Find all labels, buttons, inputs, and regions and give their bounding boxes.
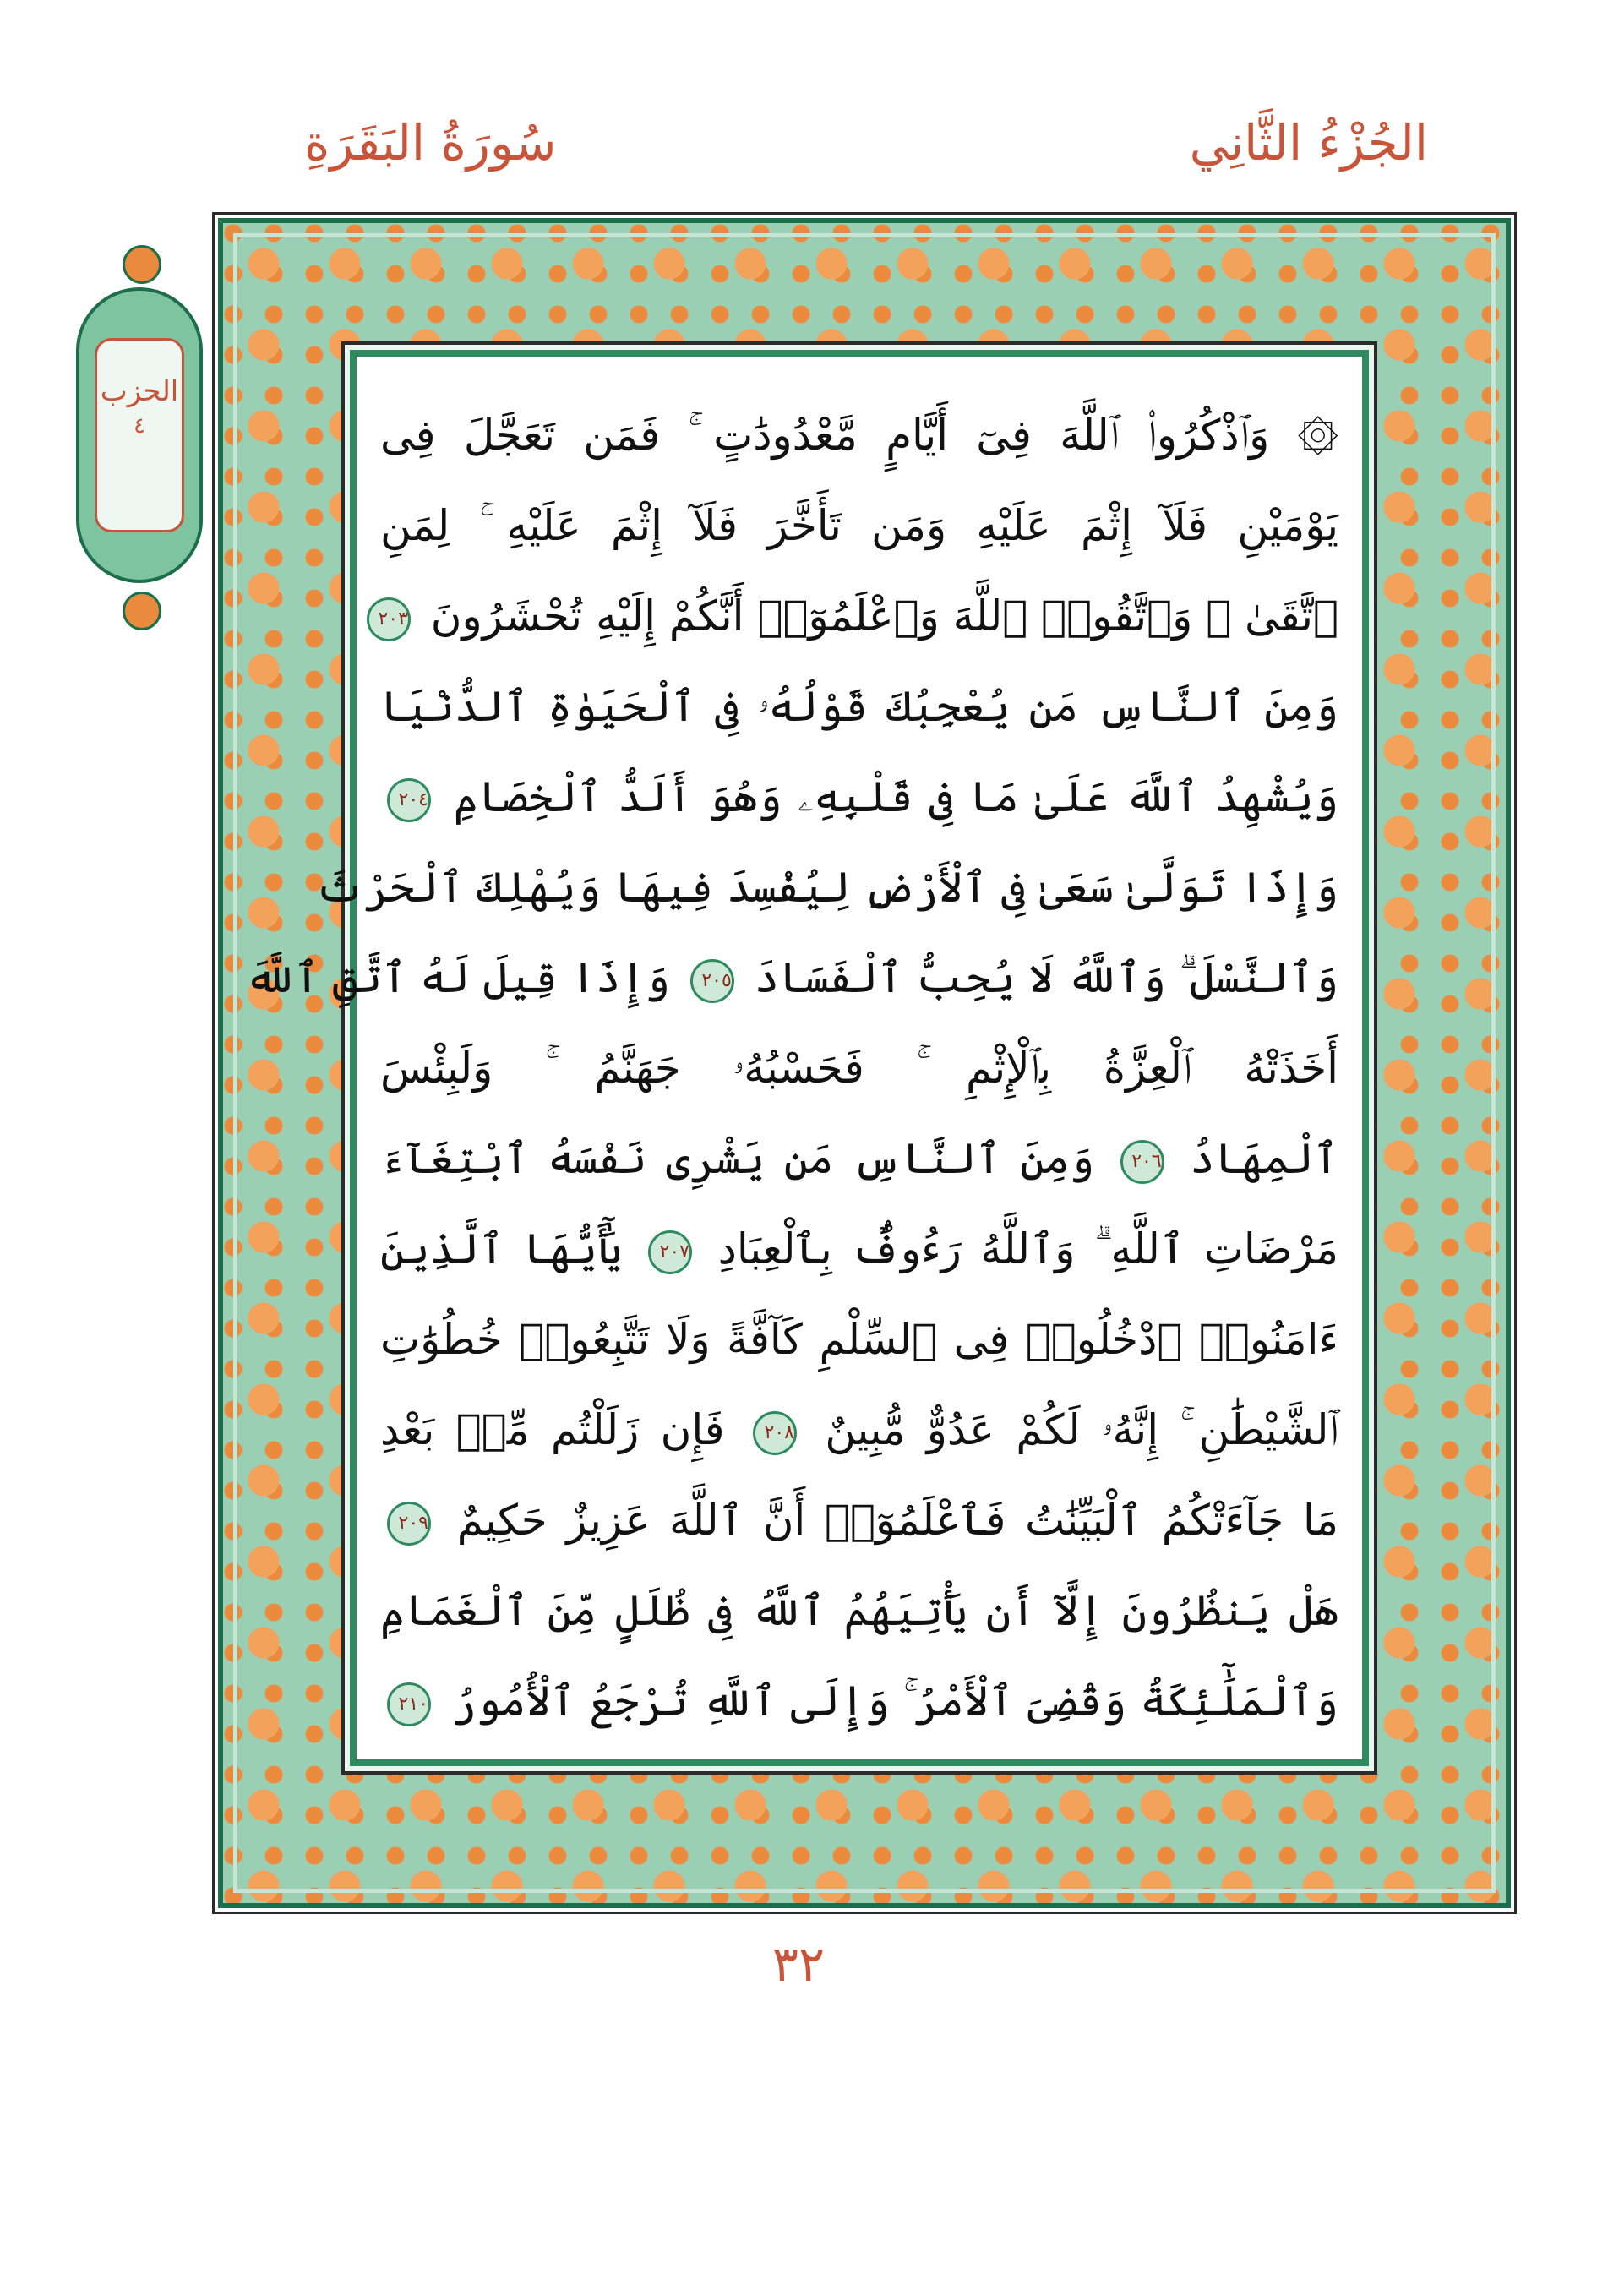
hizb-label: الحزب [100,374,179,408]
text-panel [244,350,1369,1766]
verse-line-15 [380,1656,1338,1747]
juz-title: الجُزْءُ الثَّانِي [1189,114,1428,172]
hizb-number: ٤ [134,413,145,439]
verse-line-12 [380,1385,1338,1475]
verse-line-2 [380,481,1338,571]
verse-text: وَٱلْمَلَٰٓئِكَةُ وَقُضِىَ ٱلْأَمْرُ ۚ وَإِلَى ٱللَّهِ تُرْجَعُ ٱلْأُمُورُ [451,1677,1338,1726]
verse-line-4 [380,662,1338,752]
verse-text-tail: يَٰٓأَيُّهَا ٱلَّذِينَ [380,1224,623,1273]
verse-text: ۞ وَٱذْكُرُوا۟ ٱللَّهَ فِىٓ أَيَّامٍ مَّعْدُودَٰتٍ ۚ فَمَن تَعَجَّلَ فِى [380,411,1338,460]
page-number: ٣٢ [771,1935,826,1993]
ayah-marker: ٢٠٤ [387,778,431,822]
verse-line-3 [380,571,1338,662]
verse-line-13 [380,1475,1338,1566]
verse-line-1 [380,390,1338,481]
verse-line-14 [380,1566,1338,1656]
ayah-marker: ٢١٠ [387,1682,431,1726]
medallion-bottom-ornament-icon [123,592,161,630]
verse-text: ٱلشَّيْطَٰنِ ۚ إِنَّهُۥ لَكُمْ عَدُوٌّ مُّبِينٌ [825,1405,1338,1454]
verse-text-tail: وَمِنَ ٱلنَّاسِ مَن يَشْرِى نَفْسَهُ ٱبْتِغَآءَ [380,1134,1095,1183]
verse-text: وَمِنَ ٱلنَّاسِ مَن يُعْجِبُكَ قَوْلُهُۥ فِى ٱلْحَيَوٰةِ ٱلدُّنْيَا [380,682,1338,731]
verse-text: يَوْمَيْنِ فَلَآ إِثْمَ عَلَيْهِ وَمَن تَأَخَّرَ فَلَآ إِثْمَ عَلَيْهِ ۚ لِمَنِ [380,501,1338,550]
ayah-marker: ٢٠٨ [753,1411,797,1455]
surah-title: سُورَةُ البَقَرَةِ [304,114,557,172]
verse-line-5 [380,752,1338,843]
verse-text: مَا جَآءَتْكُمُ ٱلْبَيِّنَٰتُ فَٱعْلَمُوٓا۟ أَنَّ ٱللَّهَ عَزِيزٌ حَكِيمٌ [456,1496,1338,1545]
ayah-marker: ٢٠٣ [367,597,411,641]
verse-text: ٱلْمِهَادُ [1190,1134,1338,1183]
ayah-marker: ٢٠٥ [690,959,734,1003]
verse-text: هَلْ يَنظُرُونَ إِلَّآ أَن يَأْتِيَهُمُ ٱللَّهُ فِى ظُلَلٍ مِّنَ ٱلْغَمَامِ [380,1586,1338,1635]
medallion-top-ornament-icon [123,245,161,284]
hizb-medallion [76,237,203,634]
verse-text: وَٱلنَّسْلَ ۗ وَٱللَّهُ لَا يُحِبُّ ٱلْفَسَادَ [754,953,1338,1002]
verse-text: أَخَذَتْهُ ٱلْعِزَّةُ بِٱلْإِثْمِ ۚ فَحَسْبُهُۥ جَهَنَّمُ ۚ وَلَبِئْسَ [380,1044,1338,1093]
verse-text-tail: فَإِن زَلَلْتُم مِّنۢ بَعْدِ [380,1405,725,1454]
decorative-frame [218,218,1511,1908]
verse-line-8 [380,1023,1338,1114]
verse-line-11 [380,1295,1338,1385]
verse-text-tail: وَإِذَا قِيلَ لَهُ ٱتَّقِ ٱللَّهَ [244,953,670,1002]
verse-line-9 [380,1114,1338,1204]
medallion-inner [95,338,184,532]
verse-line-6 [314,843,1338,933]
verse-text: ٱتَّقَىٰ ۗ وَٱتَّقُوا۟ ٱللَّهَ وَٱعْلَمُوٓا۟ أَنَّكُمْ إِلَيْهِ تُحْشَرُونَ [430,592,1338,641]
ayah-marker: ٢٠٧ [648,1230,692,1274]
verse-text: وَإِذَا تَوَلَّىٰ سَعَىٰ فِى ٱلْأَرْضِ لِيُفْسِدَ فِيهَا وَيُهْلِكَ ٱلْحَرْثَ [314,863,1338,912]
verse-text: ءَامَنُوا۟ ٱدْخُلُوا۟ فِى ٱلسِّلْمِ كَآفَّةً وَلَا تَتَّبِعُوا۟ خُطُوَٰتِ [380,1315,1338,1364]
verse-text: وَيُشْهِدُ ٱللَّهَ عَلَىٰ مَا فِى قَلْبِهِۦ وَهُوَ أَلَدُّ ٱلْخِصَامِ [453,772,1338,821]
verse-line-7 [244,933,1338,1023]
verse-text: مَرْضَاتِ ٱللَّهِ ۗ وَٱللَّهُ رَءُوفٌۢ بِٱلْعِبَادِ [717,1224,1338,1273]
ayah-marker: ٢٠٦ [1120,1140,1164,1184]
verse-line-10 [380,1204,1338,1295]
ayah-marker: ٢٠٩ [387,1502,431,1546]
